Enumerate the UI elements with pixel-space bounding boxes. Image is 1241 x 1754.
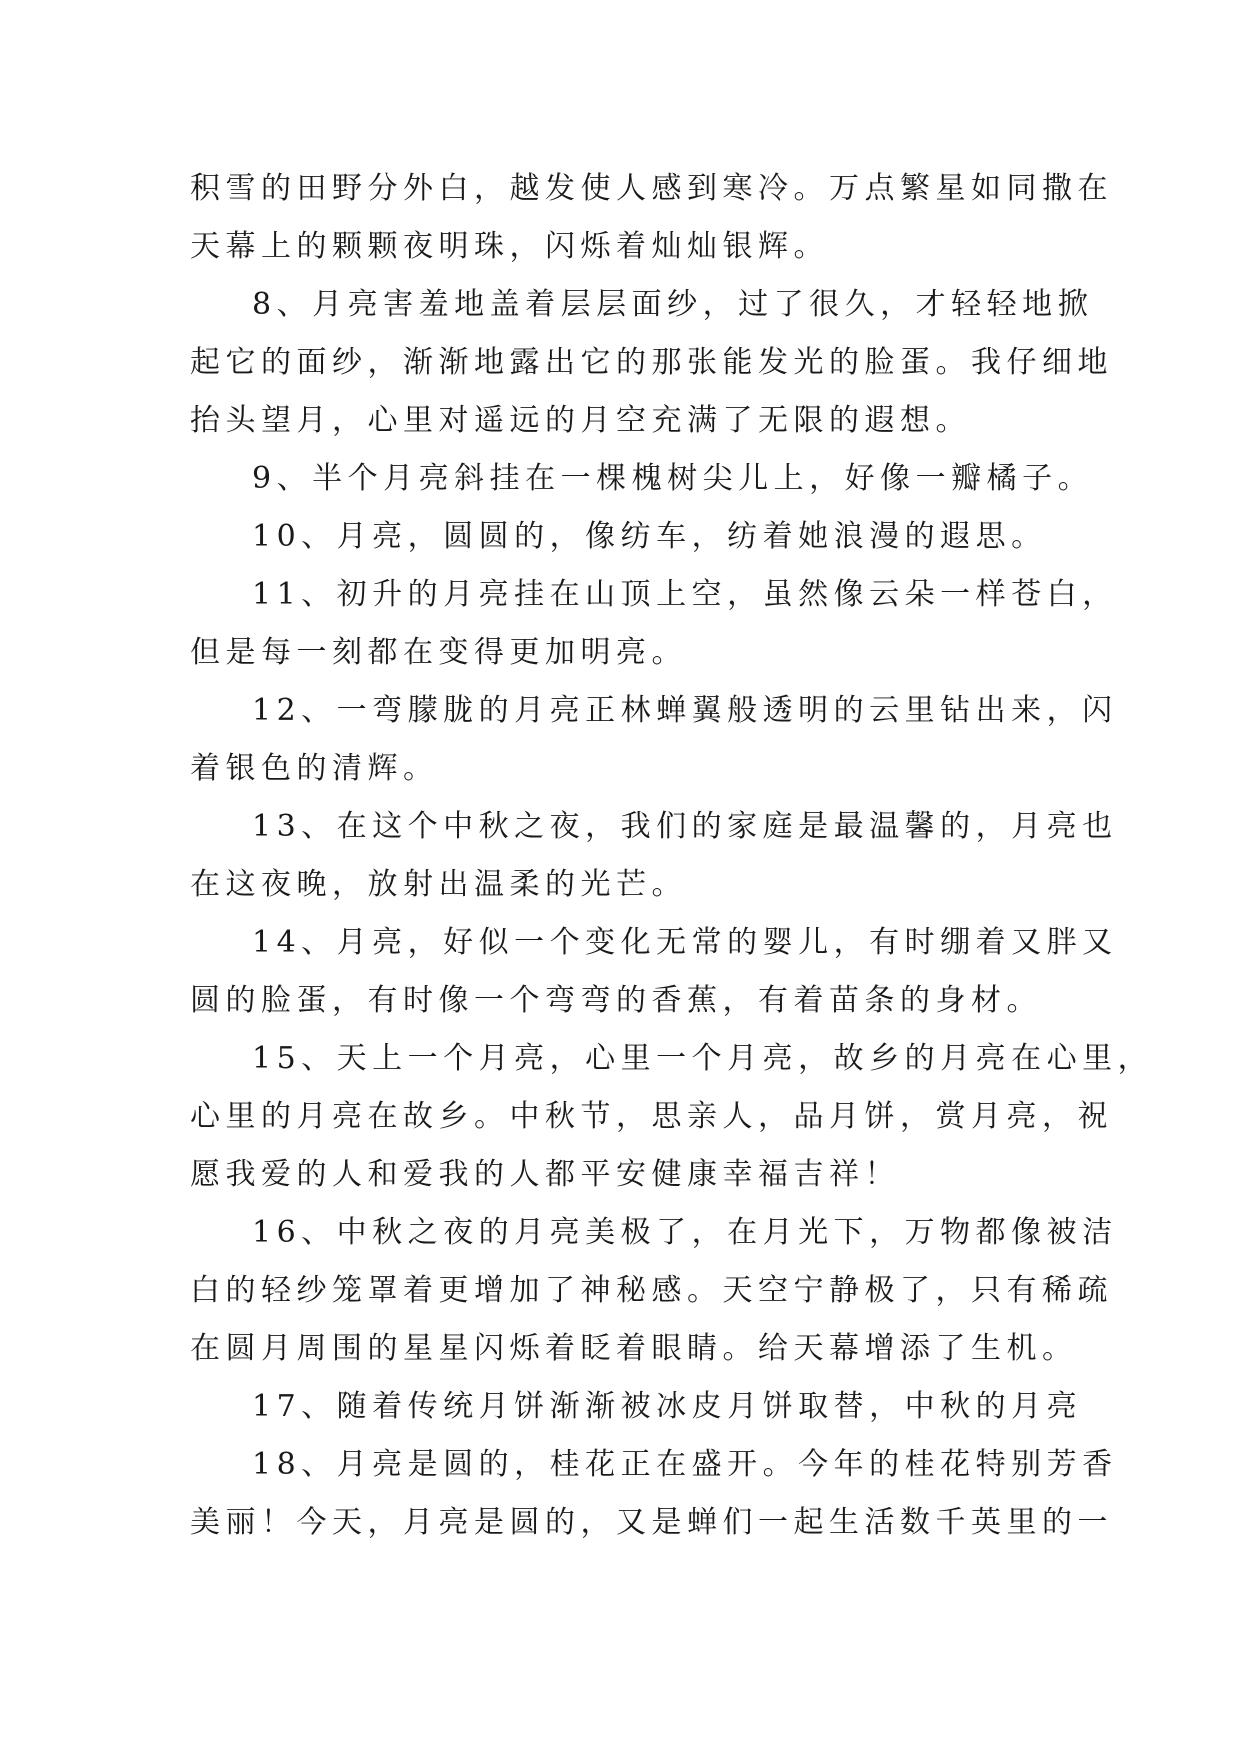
text-line: 起它的面纱，渐渐地露出它的那张能发光的脸蛋。我仔细地: [190, 345, 1113, 380]
text-line: 14、月亮，好似一个变化无常的婴儿，有时绷着又胖又: [252, 925, 1118, 960]
paragraph-p9: [190, 450, 1094, 508]
paragraph-p11: [190, 566, 1118, 682]
paragraph-p10: [190, 508, 1060, 566]
document-body: [190, 160, 1154, 1552]
paragraph-p8: [190, 276, 1113, 450]
text-line: 在圆月周围的星星闪烁着眨着眼睛。给天幕增添了生机。: [190, 1331, 1078, 1366]
text-line: 愿我爱的人和爱我的人都平安健康幸福吉祥！: [190, 1157, 900, 1192]
text-line: 17、随着传统月饼渐渐被冰皮月饼取替，中秋的月亮: [252, 1389, 1083, 1424]
text-line: 着银色的清辉。: [190, 751, 439, 786]
paragraph-p18: [190, 1436, 1118, 1552]
text-line: 16、中秋之夜的月亮美极了，在月光下，万物都像被洁: [252, 1215, 1118, 1250]
paragraph-p12: [190, 682, 1118, 798]
text-line: 15、天上一个月亮，心里一个月亮，故乡的月亮在心里，: [252, 1041, 1154, 1076]
text-line: 在这夜晚，放射出温柔的光芒。: [190, 867, 687, 902]
text-line: 8、月亮害羞地盖着层层面纱，过了很久，才轻轻地掀: [252, 287, 1094, 322]
text-line: 但是每一刻都在变得更加明亮。: [190, 635, 687, 670]
text-line: 18、月亮是圆的，桂花正在盛开。今年的桂花特别芳香: [252, 1447, 1118, 1482]
paragraph-p17: [190, 1378, 1083, 1436]
text-line: 积雪的田野分外白，越发使人感到寒冷。万点繁星如同撒在: [190, 171, 1113, 206]
text-line: 10、月亮，圆圆的，像纺车，纺着她浪漫的遐思。: [252, 519, 1047, 554]
text-line: 天幕上的颗颗夜明珠，闪烁着灿灿银辉。: [190, 229, 829, 264]
text-line: 白的轻纱笼罩着更增加了神秘感。天空宁静极了，只有稀疏: [190, 1273, 1113, 1308]
text-line: 11、初升的月亮挂在山顶上空，虽然像云朵一样苍白，: [252, 577, 1118, 612]
paragraph-p7-cont: [190, 160, 1113, 276]
text-line: 12、一弯朦胧的月亮正林蝉翼般透明的云里钻出来，闪: [252, 693, 1118, 728]
text-line: 抬头望月，心里对遥远的月空充满了无限的遐想。: [190, 403, 971, 438]
paragraph-p15: [190, 1030, 1154, 1204]
text-line: 美丽！今天，月亮是圆的，又是蝉们一起生活数千英里的一: [190, 1505, 1113, 1540]
paragraph-p14: [190, 914, 1118, 1030]
text-line: 圆的脸蛋，有时像一个弯弯的香蕉，有着苗条的身材。: [190, 983, 1042, 1018]
paragraph-p13: [190, 798, 1118, 914]
text-line: 心里的月亮在故乡。中秋节，思亲人，品月饼，赏月亮，祝: [190, 1099, 1113, 1134]
text-line: 9、半个月亮斜挂在一棵槐树尖儿上，好像一瓣橘子。: [252, 461, 1094, 496]
paragraph-p16: [190, 1204, 1118, 1378]
text-line: 13、在这个中秋之夜，我们的家庭是最温馨的，月亮也: [252, 809, 1118, 844]
